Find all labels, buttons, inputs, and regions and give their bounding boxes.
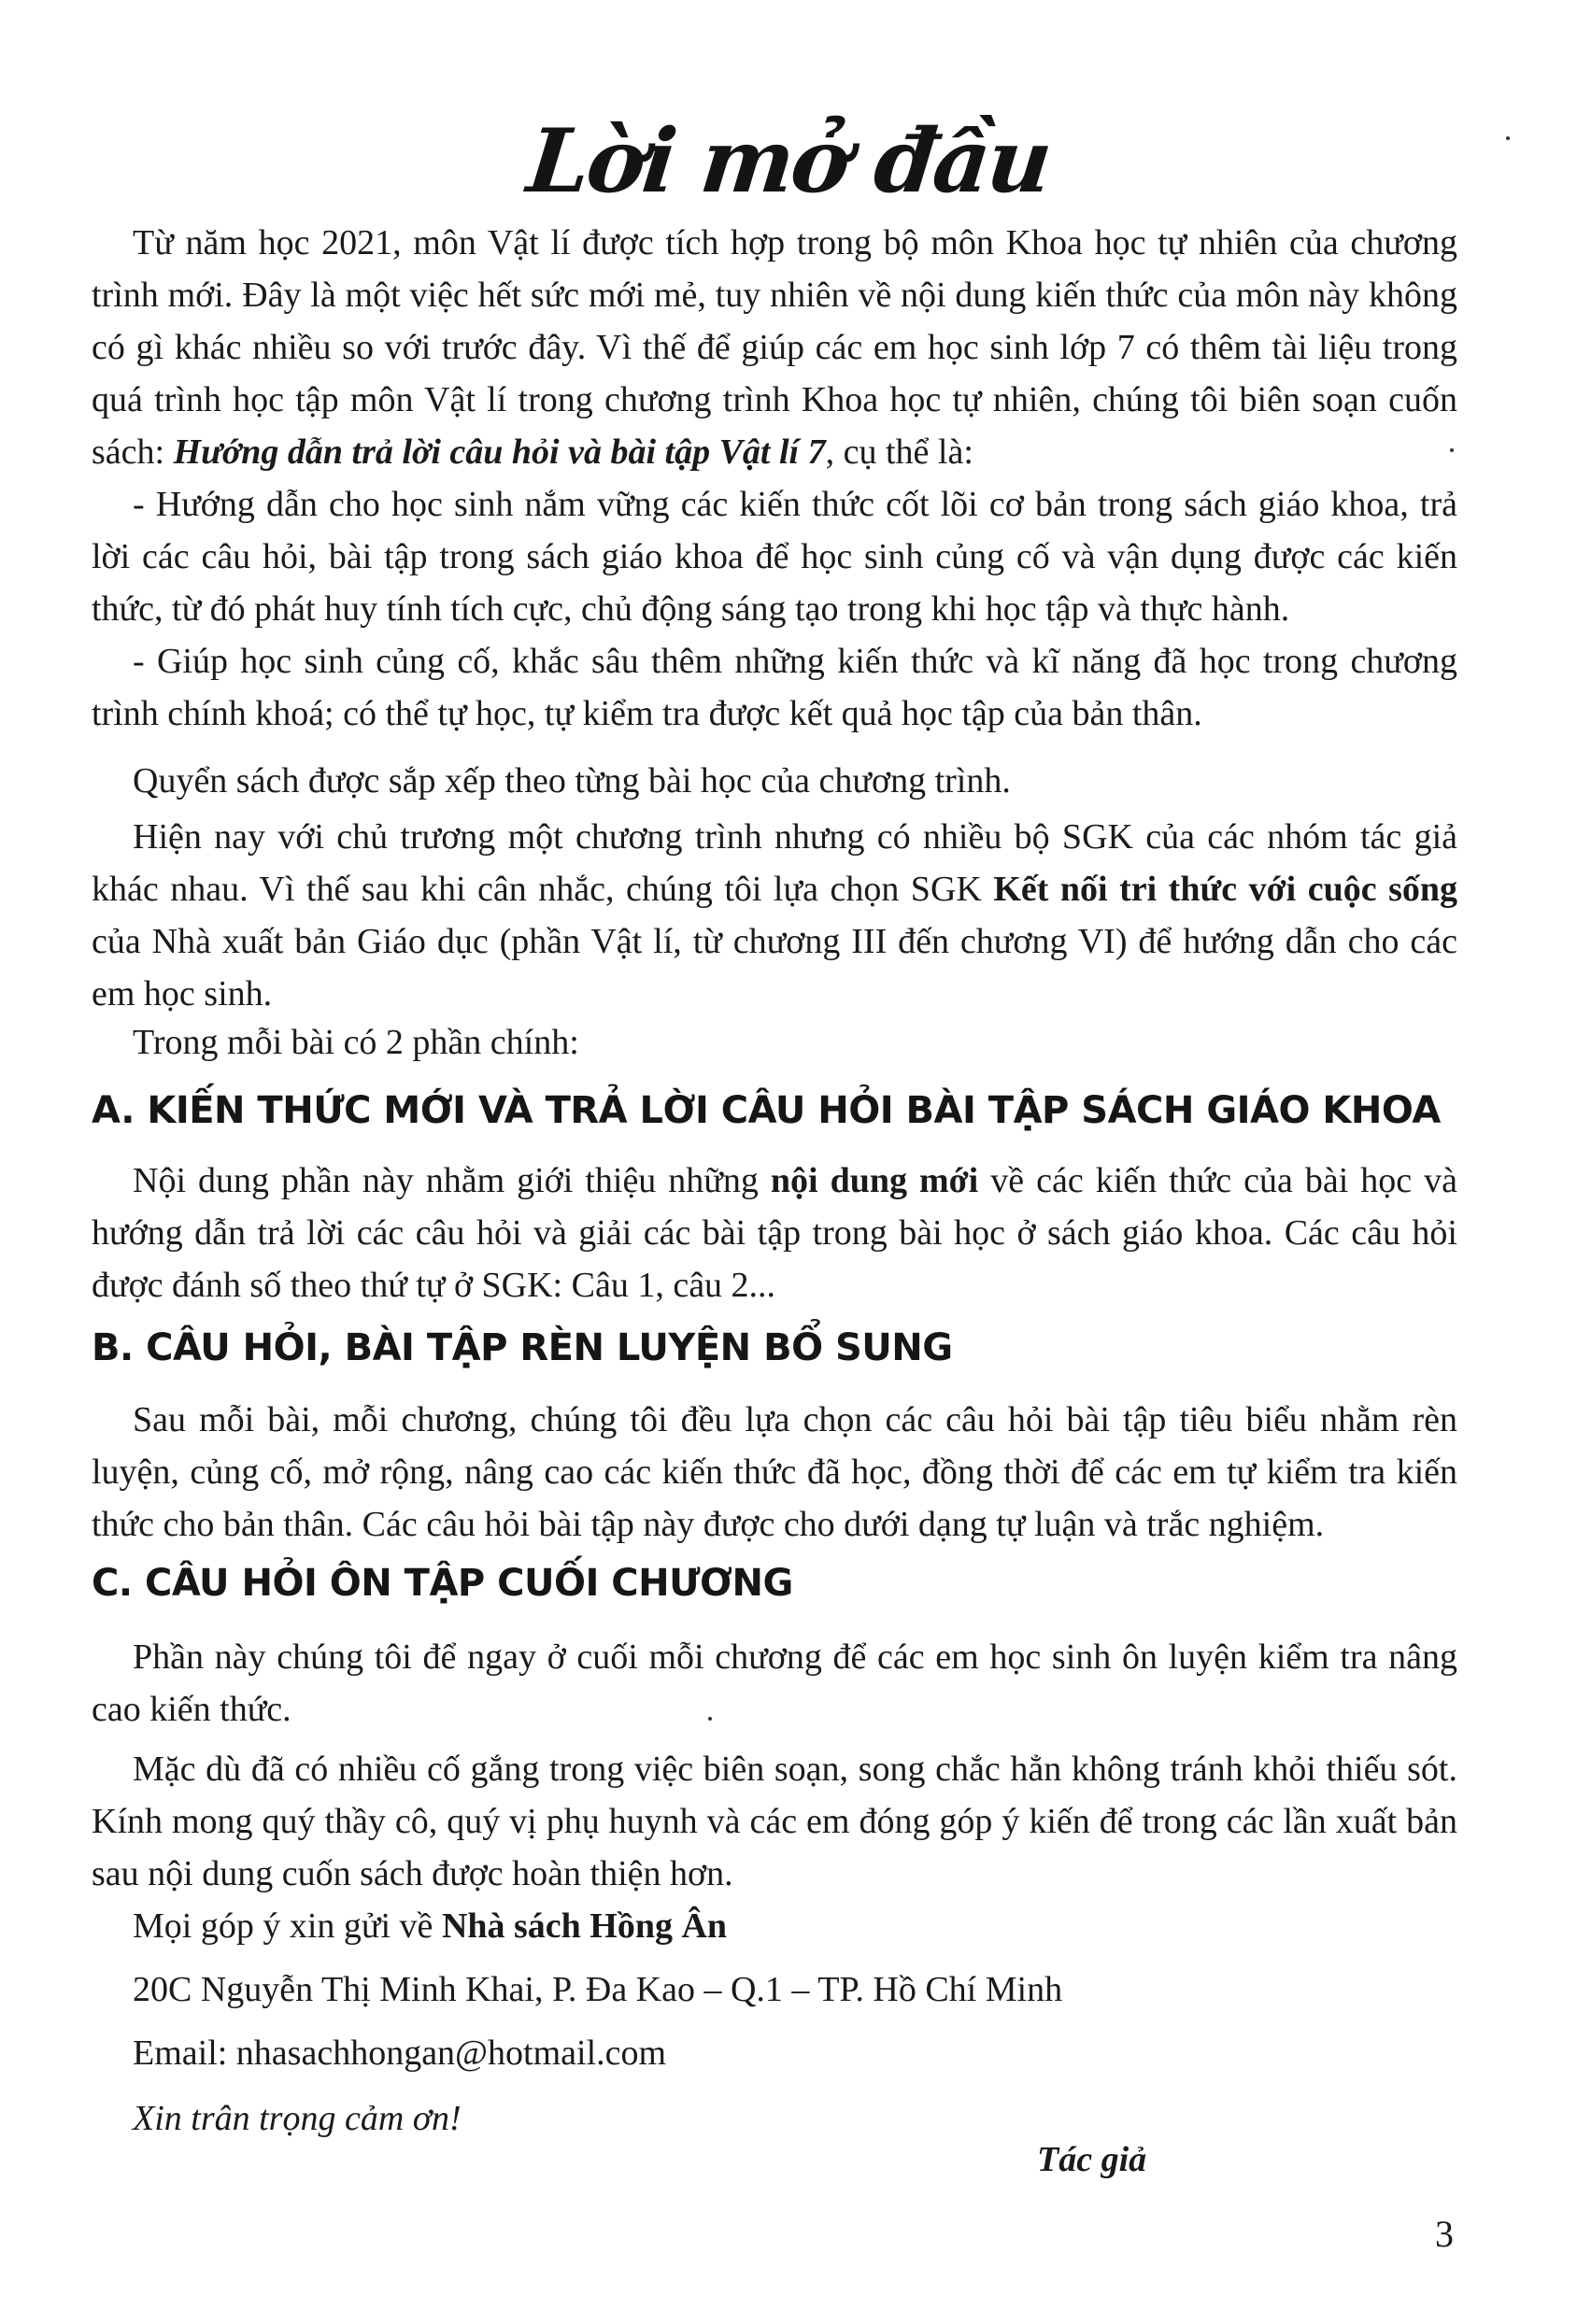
thanks-line: Xin trân trọng cảm ơn! bbox=[133, 2099, 462, 2138]
section-c-heading: C. CÂU HỎI ÔN TẬP CUỐI CHƯƠNG bbox=[92, 1562, 793, 1605]
section-b-text: Sau mỗi bài, mỗi chương, chúng tôi đều lựa chọn các câu hỏi bài tập tiêu biểu nhằm rèn luyện, củng cố, mở rộng, nâng cao các kiến thức đã học, đồng thời để các em tự kiểm tra kiến thức cho bản thân. Các câu hỏi bài tập này được cho dưới dạng tự luận và trắc nghiệm. bbox=[92, 1400, 1457, 1544]
parts-intro: Trong mỗi bài có 2 phần chính: bbox=[133, 1023, 579, 1062]
intro-text: Từ năm học 2021, môn Vật lí được tích hợp trong bộ môn Khoa học tự nhiên của chương trình mới. Đây là một việc hết sức mới mẻ, tuy nhiên về nội dung kiến thức của môn này không có gì khác nhiều so với trước đây. Vì thế để giúp các em học sinh lớp 7 có thêm tài liệu trong quá trình học tập môn Vật lí trong chương trình Khoa học tự nhiên, chúng tôi biên soạn cuốn sách: bbox=[92, 223, 1457, 472]
section-a-text bbox=[92, 1155, 1457, 1311]
address-line: 20C Nguyễn Thị Minh Khai, P. Đa Kao – Q.1 – TP. Hồ Chí Minh bbox=[133, 1970, 1063, 2009]
section-a-highlight: nội dung mới bbox=[770, 1161, 979, 1200]
page-title: Lời mở đầu bbox=[522, 110, 1055, 213]
section-a-text-start: Nội dung phần này nhằm giới thiệu những bbox=[133, 1161, 771, 1200]
section-a-heading: A. KIẾN THỨC MỚI VÀ TRẢ LỜI CÂU HỎI BÀI TẬP SÁCH GIÁO KHOA bbox=[92, 1089, 1441, 1132]
book-title: Hướng dẫn trả lời câu hỏi và bài tập Vật lí 7 bbox=[173, 432, 826, 472]
section-a-text-end: về các kiến thức của bài học và hướng dẫn trả lời các câu hỏi và giải các bài tập trong bài học ở sách giáo khoa. Các câu hỏi được đánh số theo thứ tự ở SGK: Câu 1, câu 2... bbox=[92, 1161, 1457, 1305]
intro-paragraph bbox=[92, 217, 1457, 478]
contact-line bbox=[133, 1906, 727, 1947]
section-c-text: Phần này chúng tôi để ngay ở cuối mỗi chương để các em học sinh ôn luyện kiểm tra nâng cao kiến thức. bbox=[92, 1637, 1457, 1729]
bullet-item-2: - Giúp học sinh củng cố, khắc sâu thêm những kiến thức và kĩ năng đã học trong chương trình chính khoá; có thể tự học, tự kiểm tra được kết quả học tập của bản thân. bbox=[92, 642, 1457, 733]
textbook-name: Kết nối tri thức với cuộc sống bbox=[993, 870, 1457, 909]
textbook-text: Hiện nay với chủ trương một chương trình nhưng có nhiều bộ SGK của các nhóm tác giả khác nhau. Vì thế sau khi cân nhắc, chúng tôi lựa chọn SGK bbox=[92, 817, 1457, 909]
section-b-heading: B. CÂU HỎI, BÀI TẬP RÈN LUYỆN BỔ SUNG bbox=[92, 1326, 953, 1369]
author-signature: Tác giả bbox=[1037, 2140, 1147, 2179]
page-number: 3 bbox=[1435, 2213, 1454, 2255]
textbook-text-end: của Nhà xuất bản Giáo dục (phần Vật lí, từ chương III đến chương VI) để hướng dẫn cho các em học sinh. bbox=[92, 922, 1457, 1013]
textbook-paragraph bbox=[92, 811, 1457, 1020]
contact-text: Mọi góp ý xin gửi về bbox=[133, 1906, 442, 1946]
bullet-item-1: - Hướng dẫn cho học sinh nắm vững các kiến thức cốt lõi cơ bản trong sách giáo khoa, trả lời các câu hỏi, bài tập trong sách giáo khoa để học sinh củng cố và vận dụng được các kiến thức, từ đó phát huy tính tích cực, chủ động sáng tạo trong khi học tập và thực hành. bbox=[92, 485, 1457, 629]
closing-paragraph: Mặc dù đã có nhiều cố gắng trong việc biên soạn, song chắc hẳn không tránh khỏi thiếu sót. Kính mong quý thầy cô, quý vị phụ huynh và các em đóng góp ý kiến để trong các lần xuất bản sau nội dung cuốn sách được hoàn thiện hơn. bbox=[92, 1750, 1457, 1893]
intro-text-end: , cụ thể là: bbox=[825, 432, 973, 472]
publisher-name: Nhà sách Hồng Ân bbox=[441, 1906, 728, 1946]
email-line: Email: nhasachhongan@hotmail.com bbox=[133, 2034, 667, 2073]
structure-paragraph: Quyển sách được sắp xếp theo từng bài học của chương trình. bbox=[133, 761, 1011, 801]
